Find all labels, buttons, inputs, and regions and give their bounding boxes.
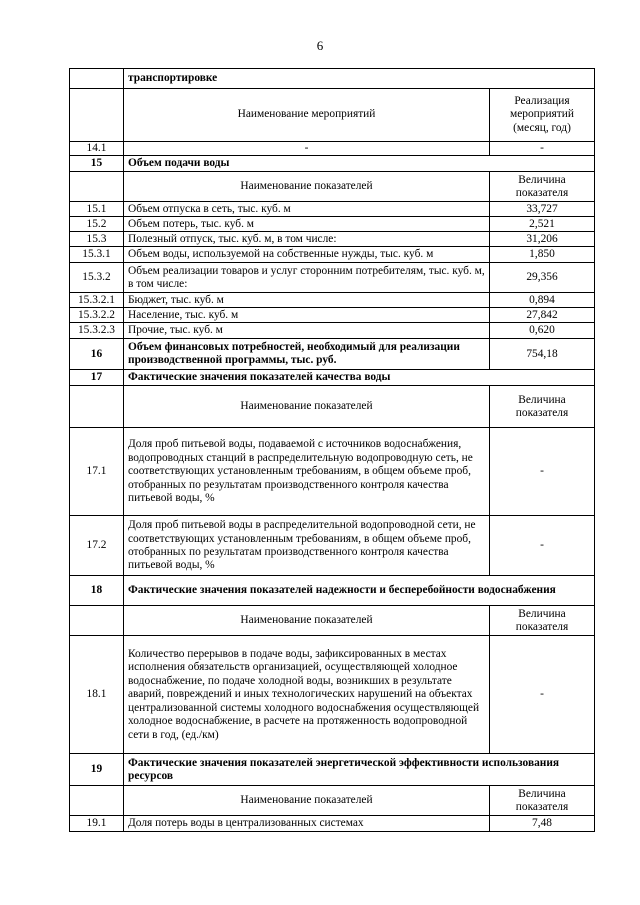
section-row bbox=[70, 576, 595, 606]
row-text: Объем потерь, тыс. куб. м bbox=[124, 217, 490, 232]
table-row bbox=[70, 217, 595, 232]
table-header-row bbox=[70, 386, 595, 428]
row-value: 754,18 bbox=[490, 339, 595, 370]
row-number: 15.3.1 bbox=[70, 247, 124, 263]
table-row bbox=[70, 293, 595, 308]
table-row bbox=[70, 69, 595, 89]
column-header-value: Реализация мероприятий (месяц, год) bbox=[490, 89, 595, 142]
row-number: 17.2 bbox=[70, 516, 124, 576]
table-row bbox=[70, 263, 595, 293]
table-row bbox=[70, 516, 595, 576]
row-text: Объем реализации товаров и услуг сторонним потребителям, тыс. куб. м, в том числе: bbox=[124, 263, 490, 293]
row-value: 31,206 bbox=[490, 232, 595, 247]
num-cell bbox=[70, 172, 124, 202]
section-continuation: транспортировке bbox=[124, 69, 595, 89]
table-row bbox=[70, 142, 595, 156]
section-title: Фактические значения показателей энергетической эффективности использования ресурсов bbox=[124, 754, 595, 786]
num-cell bbox=[70, 386, 124, 428]
table-row bbox=[70, 428, 595, 516]
row-text: Доля проб питьевой воды, подаваемой с источников водоснабжения, водопроводных станций в распределительную водопроводную сеть, не соответствующих установленным требованиям, в общем объеме проб, отобранных по результатам производственного контроля качества питьевой воды, % bbox=[124, 428, 490, 516]
section-row bbox=[70, 339, 595, 370]
column-header-value: Величина показателя bbox=[490, 386, 595, 428]
row-number: 15.3.2.2 bbox=[70, 308, 124, 323]
section-row bbox=[70, 156, 595, 172]
row-text: Бюджет, тыс. куб. м bbox=[124, 293, 490, 308]
row-value: 27,842 bbox=[490, 308, 595, 323]
row-value: - bbox=[490, 636, 595, 754]
section-number: 18 bbox=[70, 576, 124, 606]
column-header-name: Наименование мероприятий bbox=[124, 89, 490, 142]
section-number: 16 bbox=[70, 339, 124, 370]
table-row bbox=[70, 202, 595, 217]
row-value: 0,894 bbox=[490, 293, 595, 308]
table-header-row bbox=[70, 786, 595, 816]
column-header-value: Величина показателя bbox=[490, 786, 595, 816]
row-text: Доля потерь воды в централизованных системах bbox=[124, 816, 490, 832]
table-row bbox=[70, 816, 595, 832]
row-value: - bbox=[490, 142, 595, 156]
row-number: 15.2 bbox=[70, 217, 124, 232]
section-row bbox=[70, 754, 595, 786]
section-number: 15 bbox=[70, 156, 124, 172]
table-row bbox=[70, 247, 595, 263]
row-number: 15.3.2.1 bbox=[70, 293, 124, 308]
table-row bbox=[70, 232, 595, 247]
indicators-table bbox=[69, 68, 595, 832]
column-header-name: Наименование показателей bbox=[124, 386, 490, 428]
section-number: 17 bbox=[70, 370, 124, 386]
row-text: - bbox=[124, 142, 490, 156]
row-text: Полезный отпуск, тыс. куб. м, в том числе: bbox=[124, 232, 490, 247]
table-row bbox=[70, 323, 595, 339]
table-header-row bbox=[70, 606, 595, 636]
row-number: 15.3 bbox=[70, 232, 124, 247]
row-number: 18.1 bbox=[70, 636, 124, 754]
table-row bbox=[70, 636, 595, 754]
row-value: 2,521 bbox=[490, 217, 595, 232]
row-value: 0,620 bbox=[490, 323, 595, 339]
column-header-value: Величина показателя bbox=[490, 172, 595, 202]
row-value: 33,727 bbox=[490, 202, 595, 217]
row-text: Население, тыс. куб. м bbox=[124, 308, 490, 323]
row-value: 7,48 bbox=[490, 816, 595, 832]
column-header-name: Наименование показателей bbox=[124, 172, 490, 202]
table-header-row bbox=[70, 89, 595, 142]
row-number: 15.3.2.3 bbox=[70, 323, 124, 339]
section-number: 19 bbox=[70, 754, 124, 786]
row-text: Объем отпуска в сеть, тыс. куб. м bbox=[124, 202, 490, 217]
row-text: Количество перерывов в подаче воды, зафиксированных в местах исполнения обязательств организацией, осуществляющей холодное водоснабжение, по подаче холодной воды, возникших в результате аварий, повреждений и иных технологических нарушений на объектах централизованной системы холодного водоснабжения осуществляющей холодное водоснабжение, в расчете на протяженность водопроводной сети в год, (ед./км) bbox=[124, 636, 490, 754]
num-cell bbox=[70, 606, 124, 636]
section-row bbox=[70, 370, 595, 386]
num-cell bbox=[70, 69, 124, 89]
row-value: 29,356 bbox=[490, 263, 595, 293]
row-number: 19.1 bbox=[70, 816, 124, 832]
row-text: Прочие, тыс. куб. м bbox=[124, 323, 490, 339]
section-title: Фактические значения показателей надежности и бесперебойности водоснабжения bbox=[124, 576, 595, 606]
row-text: Объем воды, используемой на собственные нужды, тыс. куб. м bbox=[124, 247, 490, 263]
column-header-name: Наименование показателей bbox=[124, 786, 490, 816]
table-row bbox=[70, 308, 595, 323]
section-title: Фактические значения показателей качества воды bbox=[124, 370, 595, 386]
row-text: Доля проб питьевой воды в распределительной водопроводной сети, не соответствующих установленным требованиям, в общем объеме проб, отобранных по результатам производственного контроля качества питьевой воды, % bbox=[124, 516, 490, 576]
section-title: Объем финансовых потребностей, необходимый для реализации производственной программы, тыс. руб. bbox=[124, 339, 490, 370]
row-value: 1,850 bbox=[490, 247, 595, 263]
row-value: - bbox=[490, 516, 595, 576]
row-value: - bbox=[490, 428, 595, 516]
num-cell bbox=[70, 786, 124, 816]
table-header-row bbox=[70, 172, 595, 202]
page-number: 6 bbox=[316, 38, 324, 53]
row-number: 17.1 bbox=[70, 428, 124, 516]
column-header-value: Величина показателя bbox=[490, 606, 595, 636]
column-header-name: Наименование показателей bbox=[124, 606, 490, 636]
row-number: 15.3.2 bbox=[70, 263, 124, 293]
section-title: Объем подачи воды bbox=[124, 156, 595, 172]
row-number: 15.1 bbox=[70, 202, 124, 217]
row-number: 14.1 bbox=[70, 142, 124, 156]
num-cell bbox=[70, 89, 124, 142]
